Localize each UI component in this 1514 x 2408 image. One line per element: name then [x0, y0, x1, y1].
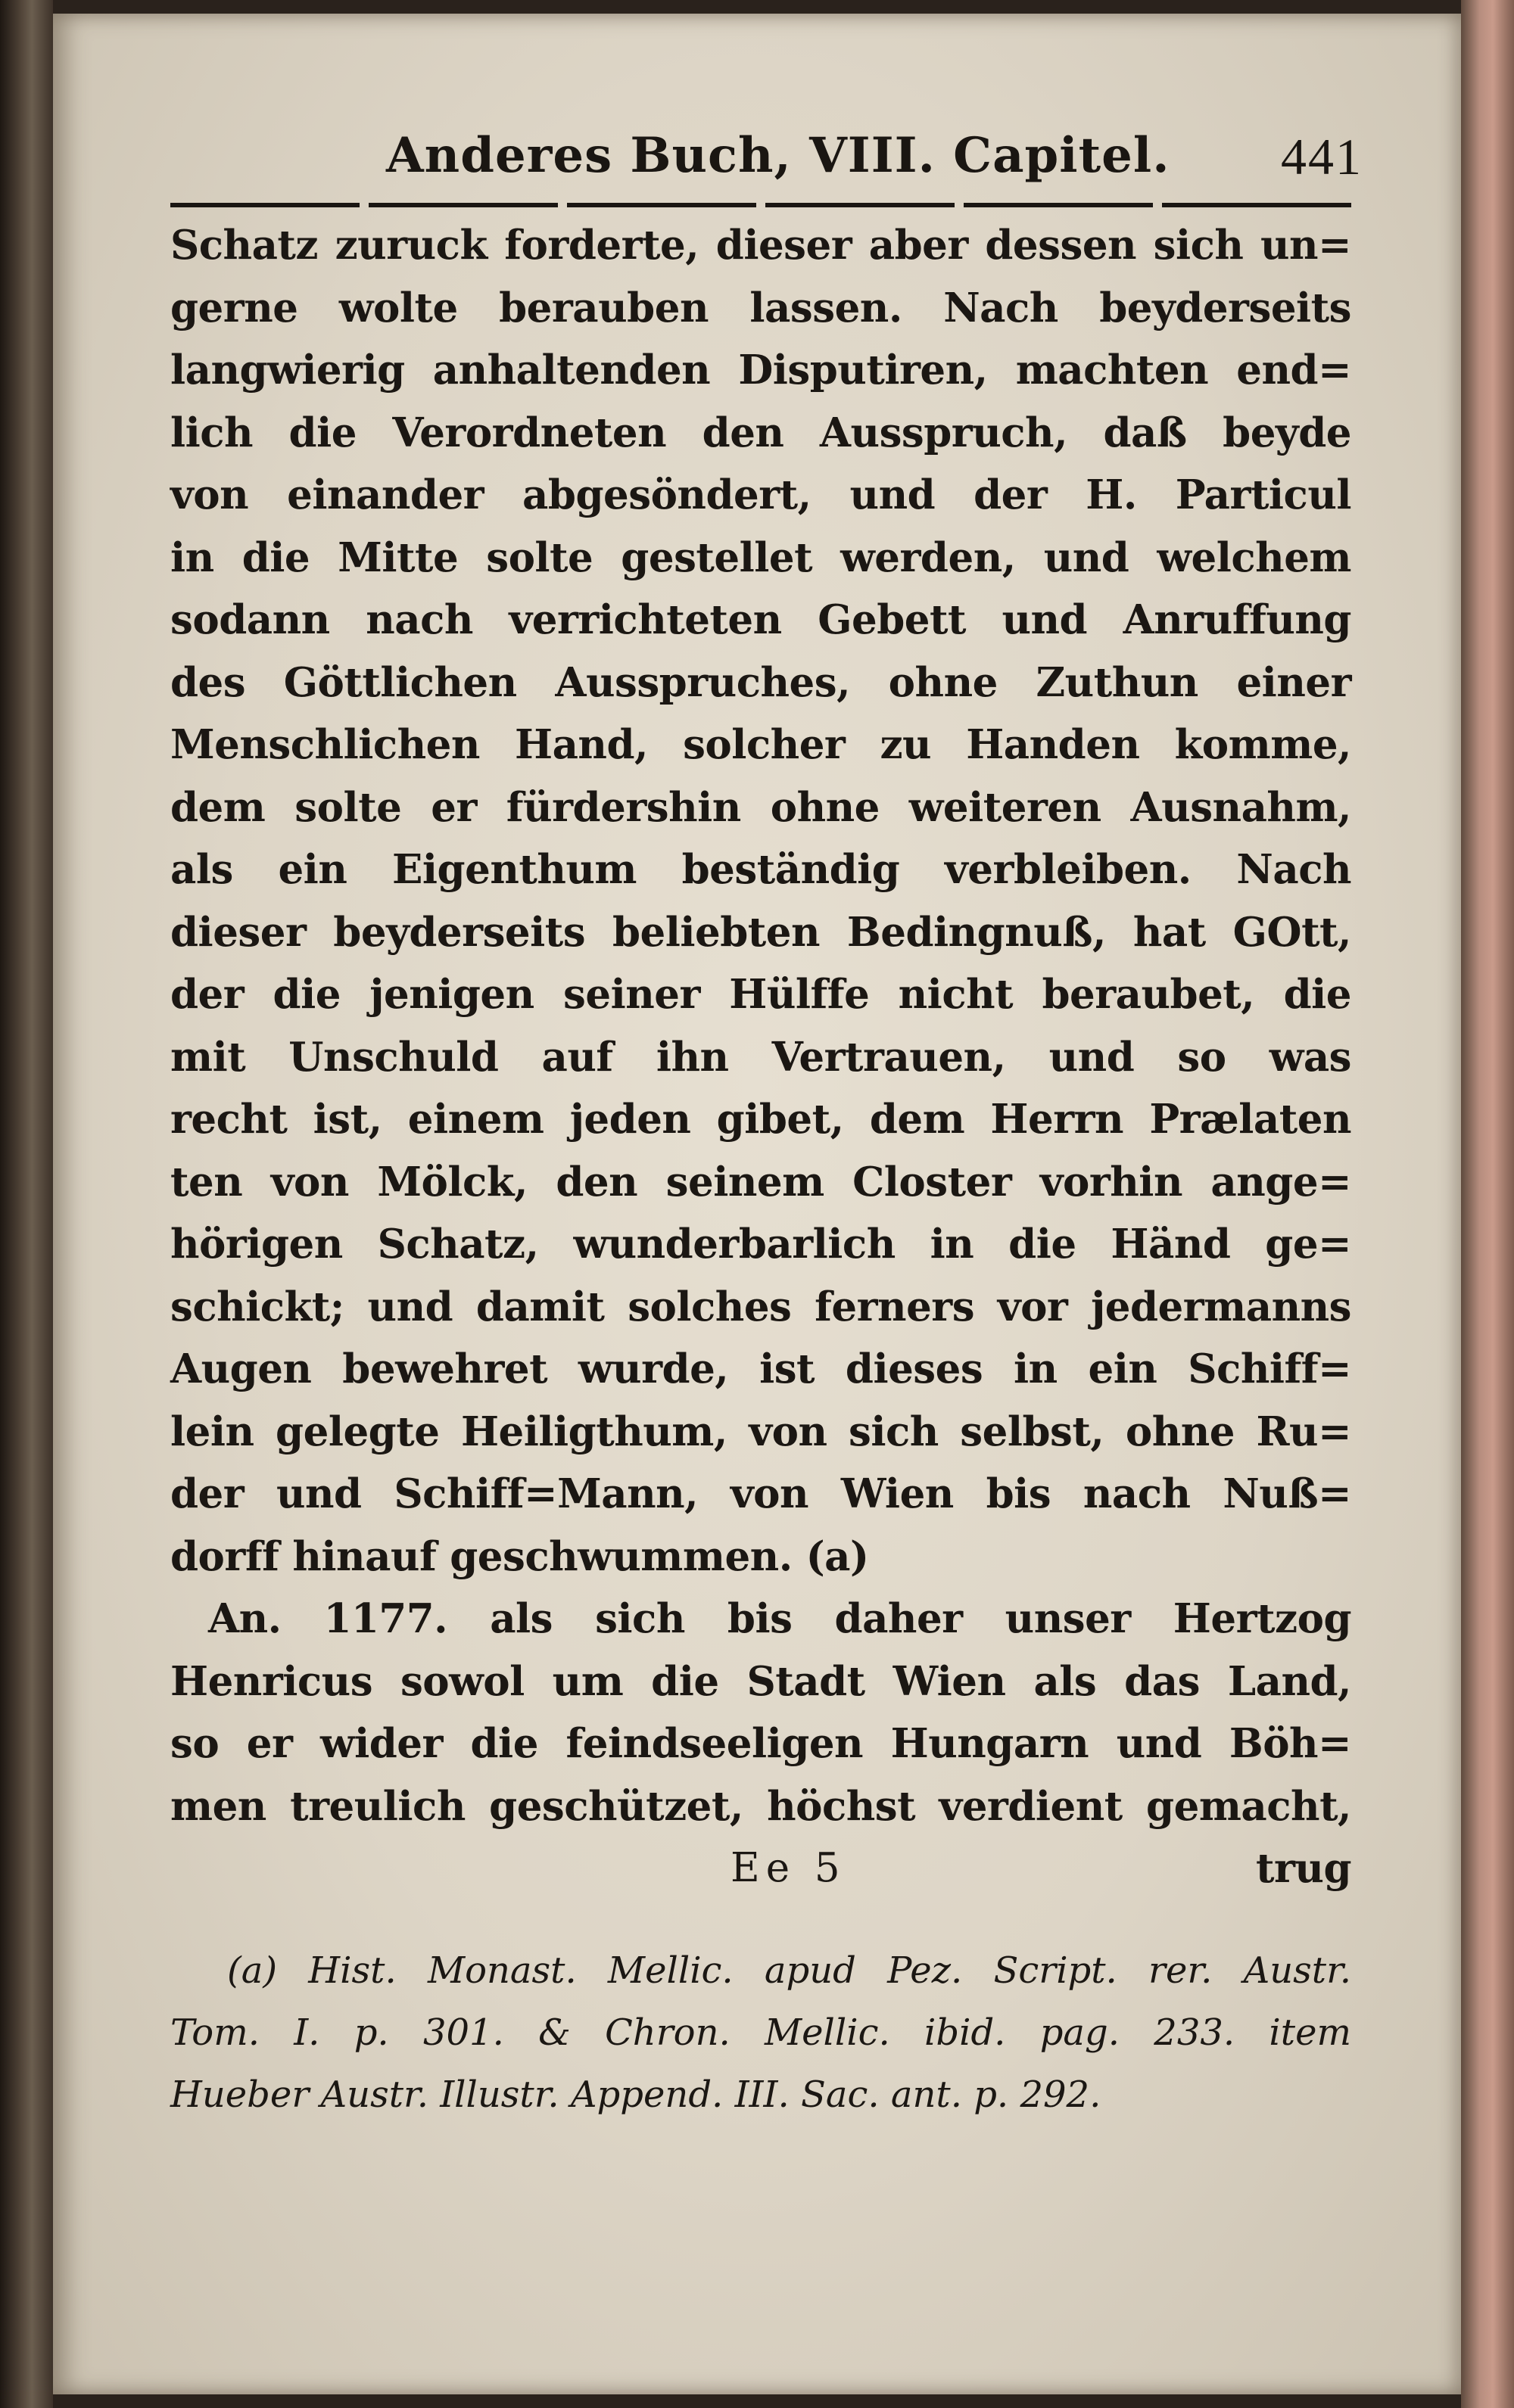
text-line: des Göttlichen Ausspruches, ohne Zuthun einer — [170, 658, 1351, 706]
footnote-line: Tom. I. p. 301. & Chron. Mellic. ibid. pag. 233. item — [170, 2011, 1351, 2054]
body-text — [170, 214, 1351, 1900]
text-line: hörigen Schatz, wunderbarlich in die Händ ge= — [170, 1221, 1351, 1268]
text-line: in die Mitte solte gestellet werden, und welchem — [170, 534, 1351, 581]
text-line: der und Schiff=Mann, von Wien bis nach Nuß= — [170, 1470, 1351, 1517]
catchword: trug — [1256, 1845, 1351, 1892]
text-line: dem solte er fürdershin ohne weiteren Ausnahm, — [170, 783, 1351, 831]
text-line: als ein Eigenthum beständig verbleiben. Nach — [170, 846, 1351, 893]
text-line: der die jenigen seiner Hülffe nicht beraubet, die — [170, 971, 1351, 1018]
text-line: langwierig anhaltenden Disputiren, machten end= — [170, 347, 1351, 394]
text-line: Menschlichen Hand, solcher zu Handen komme, — [170, 721, 1351, 768]
signature-line — [170, 1837, 1351, 1900]
footnote-line: Hueber Austr. Illustr. Append. III. Sac. ant. p. 292. — [170, 2074, 1101, 2116]
text-line: Schatz zuruck forderte, dieser aber dessen sich un= — [170, 222, 1351, 269]
text-line: schickt; und damit solches ferners vor jedermanns — [170, 1283, 1351, 1330]
text-line: gerne wolte berauben lassen. Nach beyderseits — [170, 284, 1351, 331]
header-rule — [170, 203, 1351, 207]
signature-mark: Ee 5 — [731, 1845, 846, 1891]
running-head: Anderes Buch, VIII. Capitel. — [386, 127, 1170, 184]
text-line: sodann nach verrichteten Gebett und Anruffung — [170, 596, 1351, 643]
text-line: Henricus sowol um die Stadt Wien als das Land, — [170, 1657, 1351, 1705]
book-binding-left — [0, 0, 53, 2408]
text-line: so er wider die feindseeligen Hungarn und Böh= — [170, 1720, 1351, 1767]
text-line: lein gelegte Heiligthum, von sich selbst, ohne Ru= — [170, 1408, 1351, 1455]
text-line: von einander abgesöndert, und der H. Particul — [170, 471, 1351, 518]
text-line: dorff hinauf geschwummen. (a) — [170, 1532, 869, 1580]
page-number: 441 — [1281, 128, 1363, 185]
text-line: mit Unschuld auf ihn Vertrauen, und so was — [170, 1033, 1351, 1081]
book-page — [53, 14, 1461, 2394]
page-header — [386, 127, 1363, 203]
footnote-line: (a) Hist. Monast. Mellic. apud Pez. Script. rer. Austr. — [227, 1949, 1351, 1992]
text-line: dieser beyderseits beliebten Bedingnuß, hat GOtt, — [170, 908, 1351, 956]
text-line: Augen bewehret wurde, ist dieses in ein Schiff= — [170, 1346, 1351, 1392]
text-line: An. 1177. als sich bis daher unser Hertzog — [208, 1595, 1351, 1642]
text-line: lich die Verordneten den Ausspruch, daß beyde — [170, 409, 1351, 456]
text-line: men treulich geschützet, höchst verdient gemacht, — [170, 1782, 1351, 1830]
text-line: ten von Mölck, den seinem Closter vorhin ange= — [170, 1158, 1351, 1206]
text-line: recht ist, einem jeden gibet, dem Herrn Prælaten — [170, 1096, 1351, 1143]
book-page-edges-right — [1461, 0, 1514, 2408]
footnotes — [170, 1940, 1351, 2126]
